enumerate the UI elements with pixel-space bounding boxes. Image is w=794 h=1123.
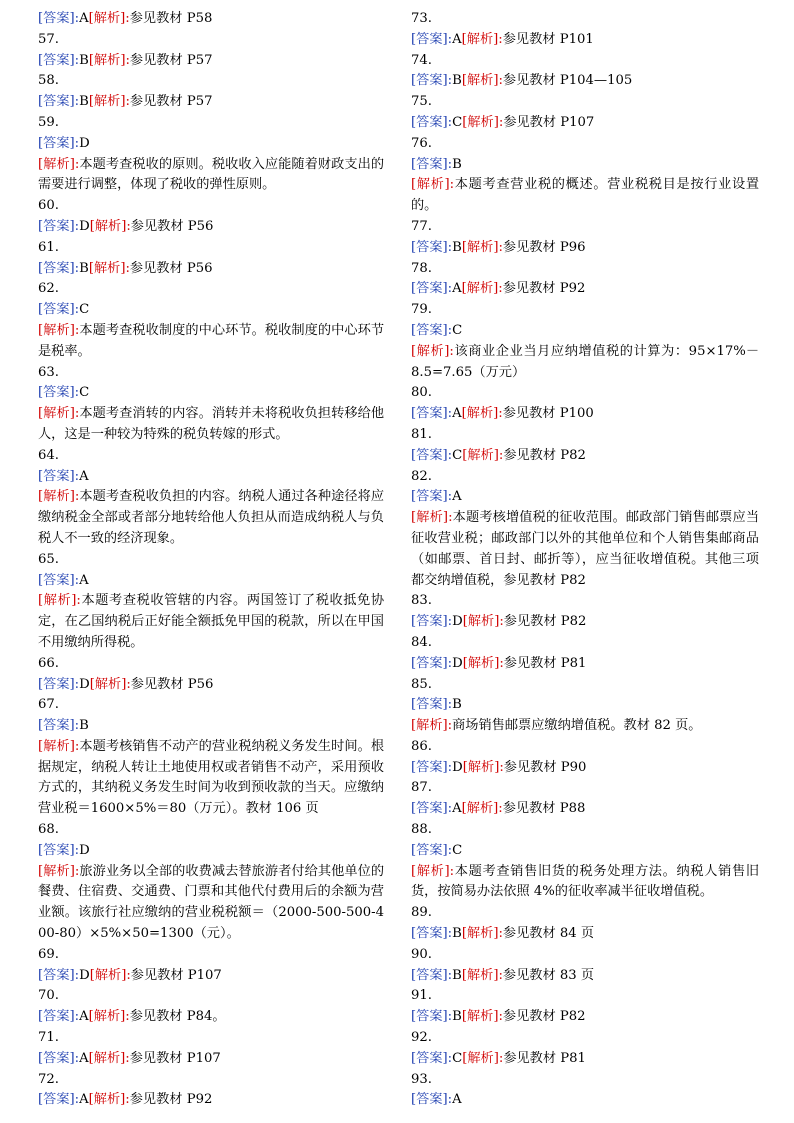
analysis-reference: 参见教材 P81 [503,655,587,671]
analysis-label: [解析]: [462,759,504,775]
question-number: 71. [38,1030,59,1046]
analysis-label: [解析]: [461,31,503,47]
analysis-label: [解析]: [411,343,454,359]
answer-line [38,467,384,488]
answer-line [411,404,759,425]
question-number: 57. [38,31,59,47]
answer-label: [答案]: [411,156,453,172]
analysis-label: [解析]: [88,1050,130,1066]
answer-value: D [452,655,463,671]
answer-value: B [452,239,462,255]
answer-value: C [452,842,463,858]
answer-label: [答案]: [38,302,80,318]
answer-value: A [452,31,462,47]
answer-value: A [79,572,89,588]
question-number: 79. [411,302,432,318]
answer-line [38,675,384,696]
answer-label: [答案]: [38,218,80,234]
analysis-label: [解析]: [88,11,130,26]
analysis-reference: 参见教材 P56 [130,218,214,234]
analysis-paragraph [38,591,384,653]
question-number: 78. [411,260,432,276]
answer-line [411,279,759,300]
analysis-label: [解析]: [461,926,503,942]
answer-line [38,51,384,72]
answer-label: [答案]: [411,967,453,983]
answer-value: B [79,52,89,68]
question-number: 82. [411,468,432,484]
answer-label: [答案]: [38,676,80,692]
analysis-reference: 参见教材 P81 [503,1050,586,1066]
answer-value: B [452,697,462,713]
question-number: 74. [411,52,432,68]
answer-line [411,321,759,342]
answer-value: C [452,447,463,463]
question-number: 69. [38,946,59,962]
answer-value: B [79,260,89,276]
answer-line [411,1049,759,1070]
analysis-label: [解析]: [88,1009,130,1025]
answer-label: [答案]: [411,322,453,338]
analysis-label: [解析]: [89,967,131,983]
analysis-reference: 参见教材 P101 [502,31,594,47]
analysis-label: [解析]: [88,94,130,110]
analysis-label: [解析]: [462,114,504,130]
analysis-reference: 参见教材 P82 [503,614,587,630]
answer-value: A [79,1050,89,1066]
answer-label: [答案]: [411,73,453,89]
analysis-text: 商场销售邮票应缴纳增值税。教材 82 页。 [452,718,702,734]
answer-line [38,571,384,592]
answer-label: [答案]: [38,94,80,110]
answer-line [411,654,759,675]
answer-label: [答案]: [411,759,453,775]
answer-label: [答案]: [411,1009,453,1025]
question-number: 64. [38,447,59,463]
analysis-label: [解析]: [88,1092,130,1108]
analysis-text: 本题考查税收负担的内容。纳税人通过各种途径将应缴纳税金全部或者部分地转给他人负担从而造成纳税人与负税人不一致的经济现象。 [38,489,385,546]
question-number: 90. [411,946,432,962]
answer-label: [答案]: [411,281,453,297]
question-number: 72. [38,1071,59,1087]
answer-label: [答案]: [38,11,80,26]
analysis-reference: 参见教材 83 页 [502,967,595,983]
analysis-reference: 参见教材 84 页 [502,926,595,942]
analysis-text: 本题考查税收管辖的内容。两国签订了税收抵免协定，在乙国纳税后正好能全额抵免甲国的税款，所以在甲国不用缴纳所得税。 [38,593,385,650]
analysis-paragraph [38,321,384,363]
analysis-reference: 参见教材 P104—105 [502,73,633,89]
analysis-reference: 参见教材 P107 [129,1050,221,1066]
answer-line [411,155,759,176]
answer-value: D [79,135,90,151]
question-number: 77. [411,218,432,234]
analysis-paragraph [411,342,759,384]
question-number: 83. [411,593,432,609]
analysis-text: 该商业企业当月应纳增值税的计算为：95×17%－8.5=7.65（万元） [411,343,760,380]
answer-value: B [452,1009,462,1025]
answer-line [411,1007,759,1028]
answer-value: D [452,759,463,775]
analysis-text: 本题考查税收的原则。税收收入应能随着财政支出的需要进行调整，体现了税收的弹性原则。 [38,156,385,193]
answer-value: B [452,73,462,89]
analysis-label: [解析]: [461,406,503,422]
analysis-reference: 参见教材 P82 [502,1009,586,1025]
answer-value: A [452,801,462,817]
question-number: 81. [411,426,432,442]
analysis-reference: 参见教材 P56 [130,676,214,692]
answer-line [411,841,759,862]
answer-value: B [79,94,89,110]
analysis-label: [解析]: [461,967,503,983]
answer-value: A [79,468,89,484]
answer-line [38,1090,384,1111]
answer-label: [答案]: [38,967,80,983]
answer-line [411,446,759,467]
analysis-label: [解析]: [462,655,504,671]
answer-label: [答案]: [411,239,453,255]
answer-label: [答案]: [411,614,453,630]
answer-label: [答案]: [411,489,453,505]
analysis-label: [解析]: [38,863,80,879]
analysis-paragraph [38,862,384,945]
analysis-label: [解析]: [88,52,130,68]
answer-line [38,841,384,862]
analysis-reference: 参见教材 P56 [129,260,213,276]
question-number: 88. [411,822,432,838]
analysis-label: [解析]: [38,593,81,609]
question-number: 80. [411,385,432,401]
analysis-reference: 参见教材 P82 [503,447,586,463]
analysis-paragraph [411,508,759,591]
analysis-label: [解析]: [461,239,503,255]
question-number: 58. [38,73,59,89]
analysis-paragraph [38,155,384,197]
answer-line [38,300,384,321]
question-number: 70. [38,988,59,1004]
right-column [411,9,759,1111]
analysis-label: [解析]: [89,676,131,692]
answer-value: A [452,406,462,422]
analysis-label: [解析]: [411,177,455,193]
answer-label: [答案]: [411,31,453,47]
answer-value: C [79,385,90,401]
question-number: 73. [411,11,432,26]
analysis-label: [解析]: [38,322,80,338]
answer-value: B [452,967,462,983]
question-number: 68. [38,822,59,838]
question-number: 59. [38,114,59,130]
answer-line [411,924,759,945]
question-number: 86. [411,738,432,754]
answer-value: A [452,489,462,505]
answer-label: [答案]: [38,1050,80,1066]
analysis-paragraph [411,862,759,904]
question-number: 84. [411,634,432,650]
analysis-text: 本题考查销售旧货的税务处理方法。纳税人销售旧货，按简易办法依照 4%的征收率减半征收增值税。 [411,863,760,900]
analysis-label: [解析]: [38,738,80,754]
analysis-reference: 参见教材 P107 [130,967,222,983]
answer-label: [答案]: [38,1009,80,1025]
answer-label: [答案]: [411,842,453,858]
analysis-reference: 参见教材 P96 [502,239,586,255]
analysis-label: [解析]: [89,218,131,234]
answer-label: [答案]: [38,260,80,276]
answer-label: [答案]: [411,926,453,942]
analysis-label: [解析]: [411,863,455,879]
answer-label: [答案]: [411,697,453,713]
answer-label: [答案]: [38,718,80,734]
answer-value: B [452,926,462,942]
question-number: 63. [38,364,59,380]
answer-value: D [79,676,90,692]
analysis-label: [解析]: [462,1050,504,1066]
answer-value: B [79,718,89,734]
analysis-paragraph [38,404,384,446]
answer-label: [答案]: [411,406,453,422]
answer-line [38,134,384,155]
analysis-paragraph [411,175,759,217]
answer-line [38,9,384,30]
question-number: 61. [38,239,59,255]
analysis-text: 本题考查消转的内容。消转并未将税收负担转移给他人，这是一种较为特殊的税负转嫁的形式。 [38,406,385,442]
analysis-text: 本题考查营业税的概述。营业税税目是按行业设置的。 [411,177,760,214]
analysis-text: 本题考核销售不动产的营业税纳税义务发生时间。根据规定，纳税人转让土地使用权或者销售不动产，采用预收方式的，其纳税义务发生时间为收到预收款的当天。应缴纳营业税＝1600×5%＝80（万元）。教材 106 页 [38,738,385,817]
answer-value: A [452,281,462,297]
answer-line [411,113,759,134]
answer-label: [答案]: [411,114,453,130]
analysis-paragraph [38,487,384,549]
analysis-text: 本题考查税收制度的中心环节。税收制度的中心环节是税率。 [38,322,385,359]
question-number: 75. [411,94,432,110]
analysis-paragraph [38,737,384,820]
answer-label: [答案]: [411,1050,453,1066]
analysis-reference: 参见教材 P92 [129,1092,213,1108]
analysis-label: [解析]: [461,1009,503,1025]
answer-value: D [79,967,90,983]
answer-value: D [79,218,90,234]
analysis-label: [解析]: [38,156,80,172]
answer-line [38,383,384,404]
answer-value: A [79,11,89,26]
answer-label: [答案]: [38,385,80,401]
answer-label: [答案]: [411,801,453,817]
answer-line [411,966,759,987]
analysis-paragraph [411,716,759,737]
answer-label: [答案]: [411,655,453,671]
analysis-label: [解析]: [461,281,503,297]
question-number: 87. [411,780,432,796]
analysis-label: [解析]: [38,489,80,505]
analysis-label: [解析]: [38,406,80,422]
answer-line [38,92,384,113]
analysis-reference: 参见教材 P90 [503,759,587,775]
analysis-text: 旅游业务以全部的收费减去替旅游者付给其他单位的餐费、住宿费、交通费、门票和其他代付费用后的余额为营业额。该旅行社应缴纳的营业税税额＝（2000-500-500-400-80）×5%×50=1300（元）。 [38,863,385,942]
answer-line [411,612,759,633]
answer-line [411,487,759,508]
answer-value: C [452,1050,463,1066]
question-number: 89. [411,905,432,921]
answer-line [38,716,384,737]
answer-line [411,30,759,51]
analysis-reference: 参见教材 P100 [502,406,594,422]
answer-value: A [79,1092,89,1108]
answer-label: [答案]: [411,447,453,463]
question-number: 92. [411,1030,432,1046]
answer-line [411,758,759,779]
question-number: 93. [411,1071,432,1087]
analysis-label: [解析]: [461,801,503,817]
answer-label: [答案]: [38,135,80,151]
analysis-reference: 参见教材 P57 [129,52,213,68]
answer-line [411,238,759,259]
answer-label: [答案]: [411,1092,453,1108]
analysis-reference: 参见教材 P88 [502,801,586,817]
answer-line [411,71,759,92]
answer-value: C [452,114,463,130]
analysis-text: 本题考核增值税的征收范围。邮政部门销售邮票应当征收营业税；邮政部门以外的其他单位和个人销售集邮商品（如邮票、首日封、邮折等），应当征收增值税。其他三项都交纳增值税，参见教材 P82 [411,510,760,588]
answer-label: [答案]: [38,52,80,68]
question-number: 91. [411,988,432,1004]
answer-value: D [452,614,463,630]
answer-line [38,217,384,238]
answer-value: D [79,842,90,858]
analysis-label: [解析]: [461,73,503,89]
analysis-label: [解析]: [462,447,504,463]
answer-label: [答案]: [38,1092,80,1108]
answer-value: C [79,302,90,318]
answer-label: [答案]: [38,842,80,858]
question-number: 85. [411,676,432,692]
answer-line [38,1049,384,1070]
analysis-reference: 参见教材 P107 [503,114,595,130]
question-number: 76. [411,135,432,151]
analysis-reference: 参见教材 P92 [502,281,586,297]
question-number: 66. [38,655,59,671]
answer-value: A [452,1092,462,1108]
analysis-label: [解析]: [88,260,130,276]
answer-value: C [452,322,463,338]
answer-value: A [79,1009,89,1025]
answer-line [411,695,759,716]
answer-line [411,1090,759,1111]
question-number: 65. [38,551,59,567]
answer-line [411,799,759,820]
answer-value: B [452,156,462,172]
question-number: 67. [38,697,59,713]
answer-label: [答案]: [38,468,80,484]
answer-label: [答案]: [38,572,80,588]
left-column [38,9,384,1111]
analysis-label: [解析]: [462,614,504,630]
answer-line [38,259,384,280]
answer-line [38,1007,384,1028]
analysis-label: [解析]: [411,718,453,734]
analysis-reference: 参见教材 P58 [129,11,213,26]
analysis-reference: 参见教材 P57 [129,94,213,110]
question-number: 62. [38,281,59,297]
question-number: 60. [38,198,59,214]
analysis-label: [解析]: [411,510,453,526]
answer-line [38,966,384,987]
analysis-reference: 参见教材 P84。 [129,1009,226,1025]
